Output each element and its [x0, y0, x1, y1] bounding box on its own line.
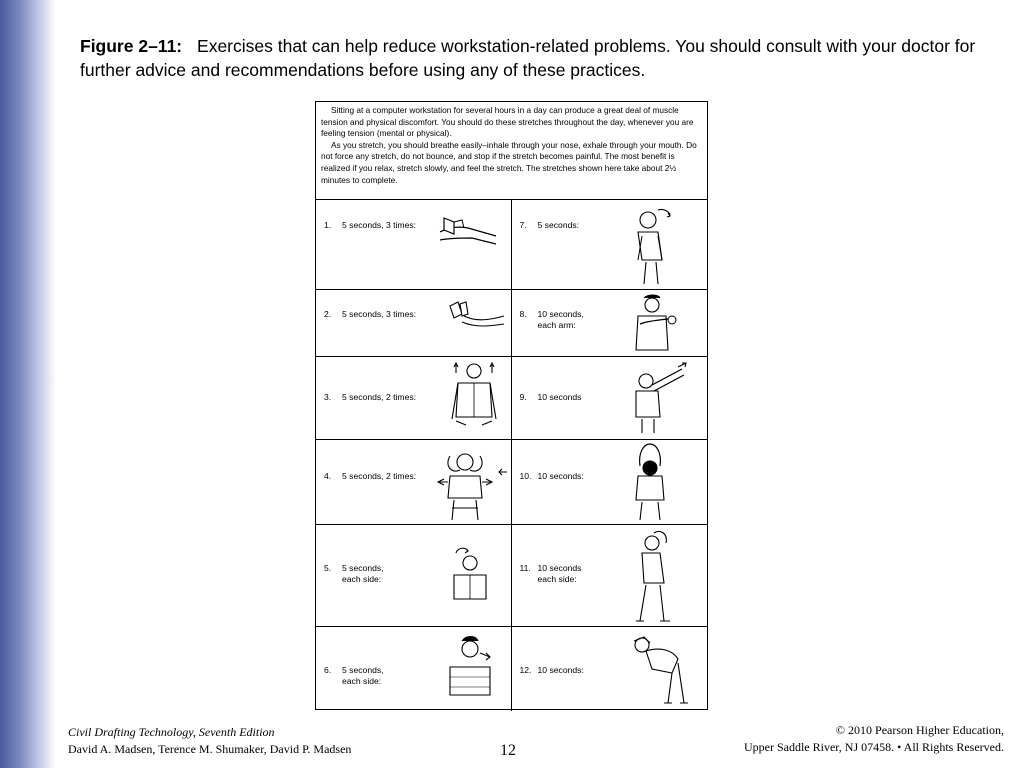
intro-paragraph-2: As you stretch, you should breathe easily–inhale through your nose, exhale through your mouth. Do not force any stretch, do not bounce, and stop if the stretch becomes painful. The most benefit is realized if you relax, stretch slowly, and feel the stretch. The stretches shown here take about 2½ minutes to complete. [321, 139, 697, 185]
worksheet-intro [316, 102, 707, 200]
finger-spread-illustration [446, 300, 506, 330]
footer-book-info [68, 724, 351, 758]
stretch-exercise-worksheet [315, 101, 708, 710]
exercise-number: 2. [324, 309, 332, 319]
figure-caption-text: Exercises that can help reduce workstation-related problems. You should consult with your doctor for further advice and recommendations before using any of these practices. [80, 36, 976, 80]
exercise-duration: 5 seconds, 2 times: [342, 392, 417, 402]
exercise-number: 7. [519, 220, 527, 230]
intro-paragraph-1: Sitting at a computer workstation for several hours in a day can produce a great deal of muscle tension and physical discomfort. You should do these stretches throughout the day, whenever you are feeling tension (mental or physical). [321, 105, 694, 139]
exercise-cell-10 [512, 440, 708, 525]
exercise-number: 6. [324, 665, 332, 675]
forward-head-bend-illustration [628, 206, 678, 286]
exercise-number: 11. [519, 563, 531, 573]
arm-stretch-up-illustration [630, 361, 692, 435]
exercise-duration: 10 seconds [537, 392, 582, 402]
exercise-duration: 5 seconds, 3 times: [342, 309, 417, 319]
exercise-cell-4 [316, 440, 511, 525]
arm-across-chest-illustration [630, 294, 680, 354]
exercise-duration: 5 seconds: [537, 220, 580, 230]
overhead-stretch-illustration [630, 442, 672, 522]
book-authors: David A. Madsen, Terence M. Shumaker, David P. Madsen [68, 742, 352, 756]
exercise-duration: 10 seconds: [537, 665, 584, 675]
forward-lean-illustration [628, 633, 692, 707]
copyright-line-2: Upper Saddle River, NJ 07458. • All Rights Reserved. [743, 740, 1004, 754]
exercise-cell-11 [512, 525, 708, 627]
wrist-extension-illustration [438, 214, 500, 250]
exercise-column-right [512, 200, 708, 711]
exercise-cell-7 [512, 200, 708, 290]
exercise-number: 12. [519, 665, 532, 675]
exercise-grid [316, 200, 707, 711]
side-bend-illustration [630, 529, 674, 625]
neck-turn-illustration [444, 635, 496, 705]
exercise-cell-2 [316, 290, 511, 357]
exercise-cell-6 [316, 627, 511, 711]
exercise-duration: 10 seconds: [537, 471, 584, 481]
exercise-column-left [316, 200, 512, 711]
footer-copyright [744, 722, 1004, 756]
figure-caption [80, 34, 980, 82]
exercise-cell-9 [512, 357, 708, 440]
exercise-number: 5. [324, 563, 332, 573]
exercise-number: 1. [324, 220, 332, 230]
exercise-duration: 5 seconds, 3 times: [342, 220, 417, 230]
exercise-number: 4. [324, 471, 332, 481]
page-number: 12 [500, 742, 516, 759]
exercise-number: 9. [519, 392, 527, 402]
exercise-cell-1 [316, 200, 511, 290]
exercise-duration: 10 seconds each side: [537, 563, 582, 584]
exercise-duration: 5 seconds, each side: [342, 563, 384, 584]
exercise-duration: 10 seconds, each arm: [537, 309, 584, 330]
exercise-cell-5 [316, 525, 511, 627]
exercise-cell-8 [512, 290, 708, 357]
exercise-number: 10. [519, 471, 532, 481]
arrow-left-icon [498, 468, 508, 476]
slide-side-gradient [0, 0, 56, 768]
copyright-line-1: © 2010 Pearson Higher Education, [835, 723, 1004, 737]
exercise-duration: 5 seconds, each side: [342, 665, 384, 686]
book-title: Civil Drafting Technology, Seventh Edition [68, 725, 275, 739]
shoulder-shrug-illustration [446, 361, 502, 435]
exercise-number: 3. [324, 392, 332, 402]
exercise-duration: 5 seconds, 2 times: [342, 471, 417, 481]
figure-label: Figure 2–11: [80, 36, 183, 56]
head-hands-illustration [430, 446, 500, 522]
head-tilt-illustration [446, 547, 492, 603]
exercise-number: 8. [519, 309, 527, 319]
exercise-cell-3 [316, 357, 511, 440]
exercise-cell-12 [512, 627, 708, 711]
